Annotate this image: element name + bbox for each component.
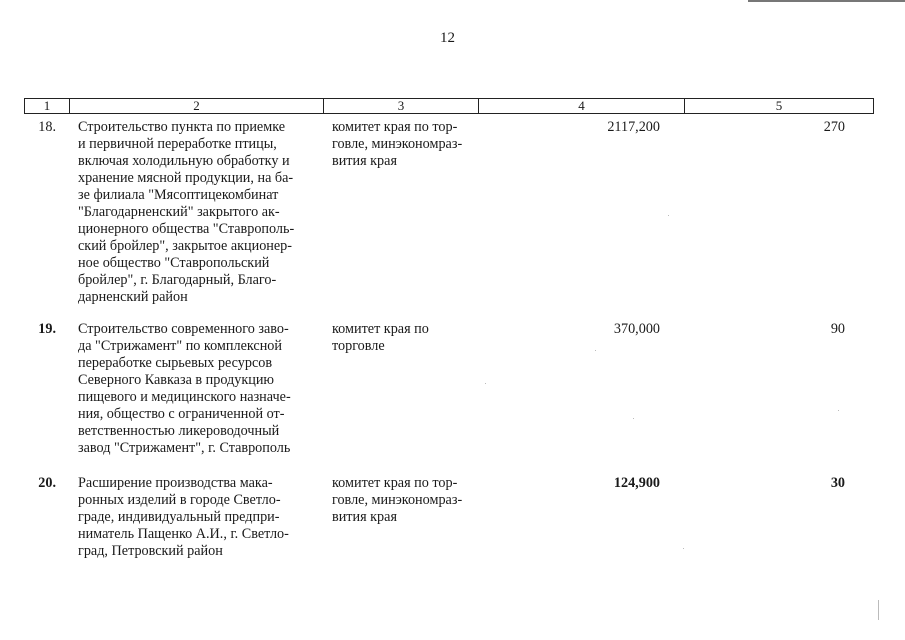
- desc-line: Строительство современного заво-: [78, 321, 289, 337]
- row-description: [78, 119, 314, 306]
- org-line: говле, минэкономраз-: [332, 136, 463, 152]
- row-value: 370,000: [613, 321, 660, 337]
- row-organization: [332, 119, 484, 170]
- org-line: вития края: [332, 509, 397, 525]
- desc-line: ния, общество с ограниченной от-: [78, 406, 285, 422]
- page-number: 12: [440, 30, 455, 46]
- desc-line: град, Петровский район: [78, 543, 223, 559]
- desc-line: Северного Кавказа в продукцию: [78, 372, 275, 388]
- desc-line: "Благодарненский" закрытого ак-: [78, 204, 280, 220]
- desc-line: граде, индивидуальный предпри-: [78, 509, 280, 525]
- row-quantity: 270: [823, 119, 845, 135]
- desc-line: ное общество "Ставропольский: [78, 255, 270, 271]
- org-line: комитет края по тор-: [332, 475, 458, 491]
- desc-line: ронных изделий в городе Светло-: [78, 492, 281, 508]
- row-value: 2117,200: [607, 119, 660, 135]
- row-quantity: 90: [830, 321, 845, 337]
- desc-line: Строительство пункта по приемке: [78, 119, 286, 135]
- desc-line: завод "Стрижамент", г. Ставрополь: [78, 440, 291, 456]
- desc-line: хранение мясной продукции, на ба-: [78, 170, 294, 186]
- org-line: торговле: [332, 338, 385, 354]
- org-line: говле, минэкономраз-: [332, 492, 463, 508]
- header-col-4: 4: [479, 99, 685, 113]
- row-number: 19.: [38, 321, 56, 337]
- desc-line: ский бройлер", закрытое акционер-: [78, 238, 292, 254]
- row-description: [78, 475, 314, 560]
- desc-line: ционерного общества "Ставрополь-: [78, 221, 295, 237]
- row-value: 124,900: [613, 475, 660, 491]
- scan-speck: [595, 350, 596, 351]
- scan-speck: [668, 215, 669, 216]
- desc-line: переработке сырьевых ресурсов: [78, 355, 273, 371]
- header-col-3: 3: [324, 99, 479, 113]
- desc-line: дарненский район: [78, 289, 188, 305]
- scan-speck: [878, 600, 879, 620]
- scan-speck: [633, 418, 634, 419]
- desc-line: ветственностью ликероводочный: [78, 423, 280, 439]
- row-number: 20.: [38, 475, 56, 491]
- desc-line: зе филиала "Мясоптицекомбинат: [78, 187, 279, 203]
- row-organization: [332, 475, 484, 526]
- row-quantity: 30: [830, 475, 845, 491]
- header-col-2: 2: [70, 99, 324, 113]
- desc-line: Расширение производства мака-: [78, 475, 273, 491]
- header-col-5: 5: [775, 98, 783, 113]
- scan-speck: [683, 548, 684, 549]
- header-col-1: 1: [25, 99, 70, 113]
- desc-line: ниматель Пащенко А.И., г. Светло-: [78, 526, 289, 542]
- row-description: [78, 321, 314, 457]
- row-organization: [332, 321, 484, 355]
- org-line: вития края: [332, 153, 397, 169]
- row-number: 18.: [38, 119, 56, 135]
- scan-speck: [485, 383, 486, 384]
- desc-line: и первичной переработке птицы,: [78, 136, 277, 152]
- desc-line: пищевого и медицинского назначе-: [78, 389, 291, 405]
- org-line: комитет края по: [332, 321, 429, 337]
- desc-line: включая холодильную обработку и: [78, 153, 290, 169]
- org-line: комитет края по тор-: [332, 119, 458, 135]
- top-rule: [748, 0, 905, 2]
- desc-line: да "Стрижамент" по комплексной: [78, 338, 282, 354]
- desc-line: бройлер", г. Благодарный, Благо-: [78, 272, 277, 288]
- scan-speck: [838, 410, 839, 411]
- table-header: [24, 98, 874, 114]
